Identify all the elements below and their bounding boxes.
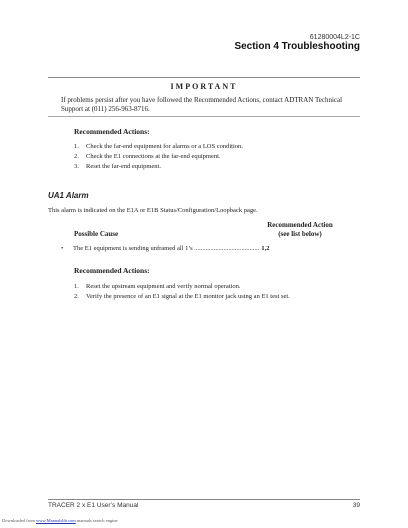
action-code: 1,2 bbox=[261, 245, 270, 252]
recommended-actions-heading: Recommended Actions: bbox=[74, 266, 150, 275]
important-bottom-rule bbox=[48, 116, 360, 117]
important-title: IMPORTANT bbox=[170, 82, 238, 91]
section-title: Section 4 Troubleshooting bbox=[234, 41, 360, 52]
important-top-rule bbox=[48, 77, 360, 78]
recommended-actions-heading: Recommended Actions: bbox=[74, 127, 150, 136]
important-body: If problems persist after you have followed the Recommended Actions, contact ADTRAN Technical Support at (011) 256-963-8716. bbox=[61, 96, 343, 113]
download-note: Downloaded from www.Manualslib.com manuals search engine bbox=[2, 518, 118, 523]
list-item: 1. Reset the upstream equipment and verify normal operation. bbox=[74, 283, 241, 290]
bullet: • bbox=[61, 245, 64, 252]
cause-text: The E1 equipment is sending unframed all 1’s ........................................ bbox=[73, 245, 260, 252]
page-number: 39 bbox=[352, 502, 360, 509]
footer-rule bbox=[48, 499, 360, 500]
recommended-actions-list bbox=[74, 142, 354, 172]
list-item: 3. Reset the far-end equipment. bbox=[74, 163, 161, 170]
list-item: 1. Check the far-end equipment for alarms or a LOS condition. bbox=[74, 143, 243, 150]
ua1-alarm-description: This alarm is indicated on the E1A or E1B Status/Configuration/Loopback page. bbox=[48, 207, 258, 214]
list-item: 2. Verify the presence of an E1 signal at the E1 monitor jack using an E1 test set. bbox=[74, 293, 290, 300]
cause-row bbox=[61, 245, 269, 252]
manualslib-link[interactable]: www.Manualslib.com bbox=[36, 518, 76, 523]
list-item: 2. Check the E1 connections at the far-end equipment. bbox=[74, 153, 221, 160]
ua1-alarm-heading: UA1 Alarm bbox=[48, 191, 89, 200]
recommended-action-column-header: Recommended Action (see list below) bbox=[267, 221, 333, 238]
manual-title: TRACER 2 x E1 User’s Manual bbox=[48, 502, 139, 509]
document-number: 61280004L2-1C bbox=[309, 34, 360, 41]
possible-cause-column-header: Possible Cause bbox=[74, 230, 119, 238]
recommended-actions-list bbox=[74, 282, 359, 302]
